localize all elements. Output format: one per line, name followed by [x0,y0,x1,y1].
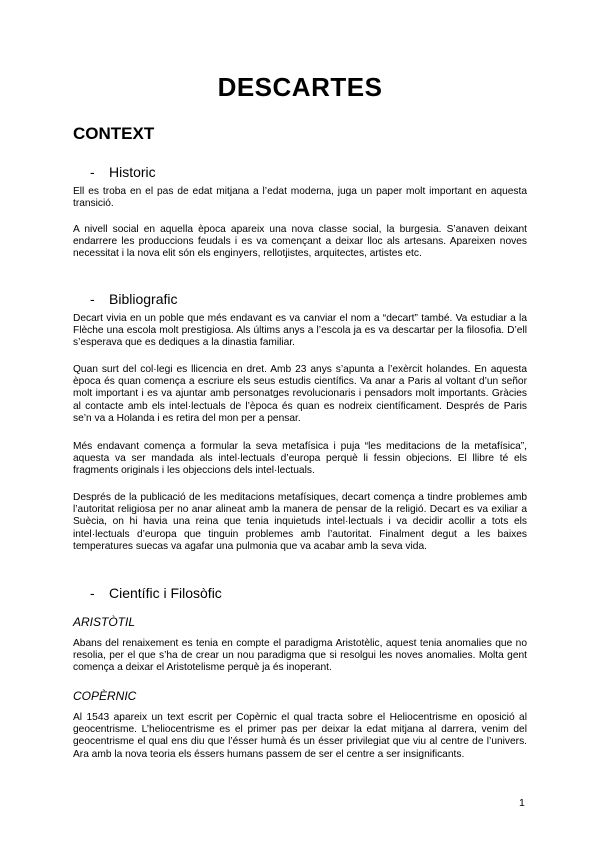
bullet-dash: - [90,291,95,307]
paragraph: Més endavant comença a formular la seva metafísica i puja “les meditacions de la metafísica”, aquesta va ser mandada als intel·lectuals d’europa perquè li fessin objecions. El llibre té els fragments originals i les objeccions dels intel·lectuals. [73,441,527,477]
bullet-dash: - [90,164,95,180]
page-number: 1 [519,797,525,809]
context-heading: CONTEXT [73,124,155,143]
copernic-heading: COPÈRNIC [73,689,137,703]
bibliografic-heading-label: Bibliografic [109,291,178,307]
bibliografic-heading [90,291,177,307]
historic-heading [90,164,156,180]
aristotil-heading: ARISTÒTIL [73,615,136,629]
historic-heading-label: Historic [109,164,156,180]
document-title: DESCARTES [217,72,383,102]
cientific-heading [90,585,222,601]
paragraph: Decart vivia en un poble que més endavant es va canviar el nom a “decart” també. Va estudiar a la Flèche una escola molt prestigiosa. Als últims anys a l’escola ja es va descartar per la filosofia. D’ell s’esperava que es dediques a la dinastia familiar. [73,313,527,349]
paragraph: Quan surt del col·legi es llicencia en dret. Amb 23 anys s’apunta a l’exèrcit holandes. En aquesta època és quan comença a escriure els seus estudis científics. Va anar a Paris al voltant d’un señor molt important i es va ajuntar amb personatges revolucionaris i pensadors molt importants. Gràcies al contacte amb els intel·lectuals de l’època és quan es nodreix científicament. Després de Paris se’n va a Holanda i es retira del mon per a pensar. [73,364,527,424]
paragraph: A nivell social en aquella època apareix una nova classe social, la burgesia. S’anaven deixant endarrere les produccions feudals i es va començant a deixar lloc als artesans. Apareixen noves necessitat i la nova elit són els enginyers, rellotjistes, arquitectes, artistes etc. [73,224,527,260]
cientific-heading-label: Científic i Filosòfic [109,585,222,601]
paragraph: Ell es troba en el pas de edat mitjana a l’edat moderna, juga un paper molt important en aquesta transició. [73,186,527,210]
paragraph: Després de la publicació de les meditacions metafísiques, decart comença a tindre problemes amb l’autoritat religiosa per no anar alineat amb la manera de pensar de la religió. Decart es va exiliar a Suècia, on hi havia una reina que tenia inquietuds intel·lectuals i va decidir acollir a tots els intel·lectuals d’europa que tinguin problemes amb l’autoritat. Finalment degut a les baixes temperatures suecas va agafar una pulmonia que va acabar amb la seva vida. [73,492,527,552]
paragraph: Al 1543 apareix un text escrit per Copèrnic el qual tracta sobre el Heliocentrisme en oposició al geocentrisme. L’heliocentrisme es el primer pas per deixar la edat mitjana al darrera, venim del geocentrisme el qual ens diu que l’ésser humà és un ésser privilegiat que viu al centre de l’univers. Ara amb la nova teoria els éssers humans passem de ser el centre a ser insignificants. [73,712,527,760]
paragraph: Abans del renaixement es tenia en compte el paradigma Aristotèlic, aquest tenia anomalies que no resolia, per el que s’ha de crear un nou paradigma que si resolgui les noves anomalies. Molta gent comença a deixar el Aristotelisme perquè ja és inoperant. [73,638,527,674]
bullet-dash: - [90,585,95,601]
